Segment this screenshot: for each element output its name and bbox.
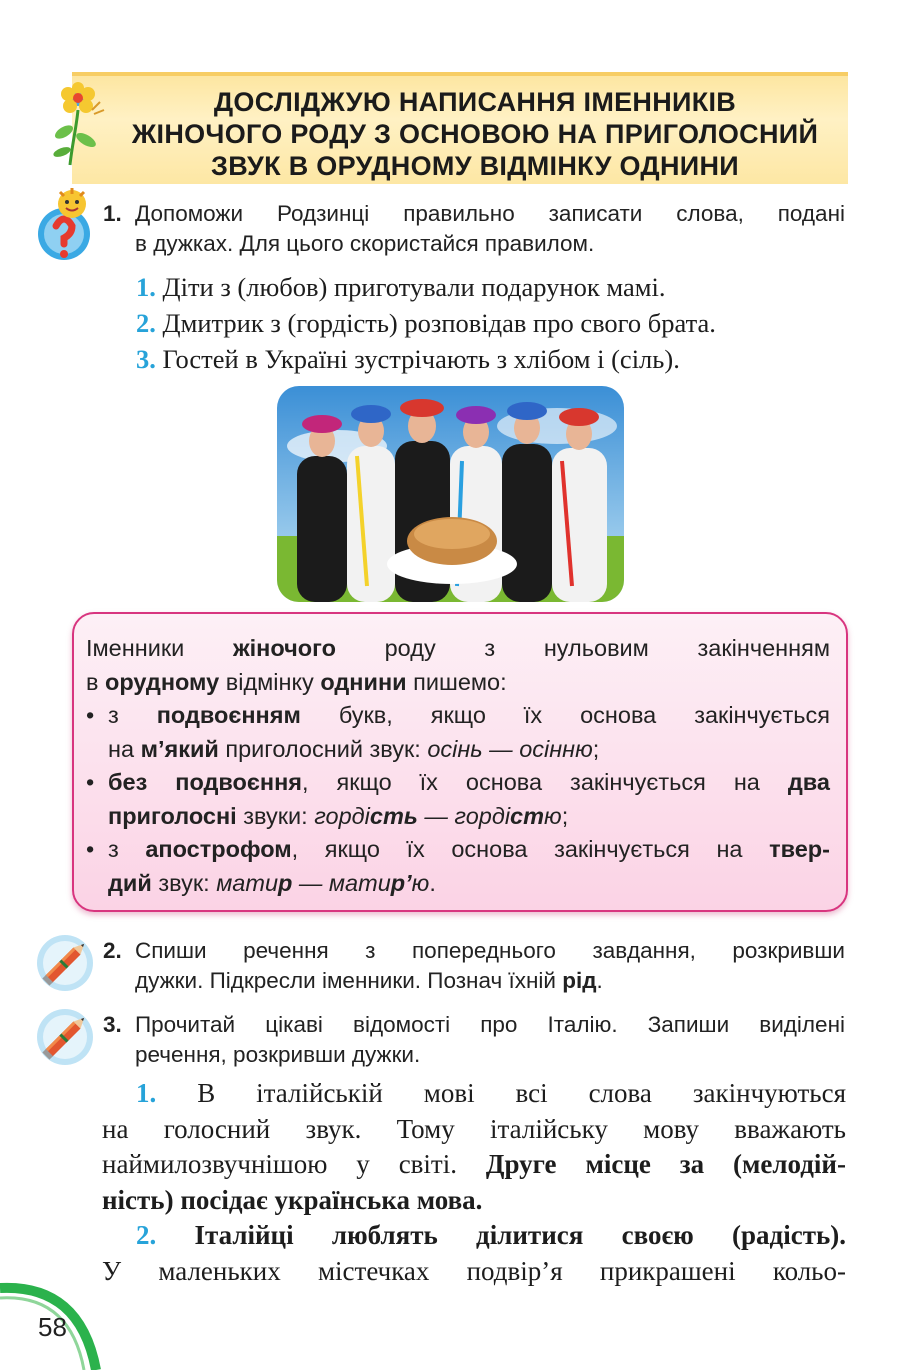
task-text [135,936,845,996]
task-number: 1. [103,201,122,226]
sentence-1 [136,269,665,305]
title-line-3: ЗВУК В ОРУДНОМУ ВІДМІНКУ ОДНИНИ [211,151,739,181]
pencil-icon [34,1006,96,1068]
sentence-text: Діти з (любов) приготували подарунок мамі. [162,272,666,302]
task-line: Допоможи Родзинці правильно записати слова, подані [135,201,845,226]
prose-line: наймилозвучнішою у світі. Друге місце за (мелодій- [102,1149,846,1179]
rule-text [86,632,830,900]
rule-line: дий звук: матир — матир’ю. [108,869,436,896]
task-text [135,199,845,259]
rule-line: на м’який приголосний звук: осінь — осінню; [108,735,600,762]
prose-line: 1. В італійській мові всі слова закінчуються [136,1078,846,1108]
italy-text [102,1076,846,1289]
prose-line: У маленьких містечках подвір’я прикрашені кольо- [102,1255,846,1286]
page-number: 58 [38,1312,67,1342]
task-line: Прочитай цікаві відомості про Італію. Запиши виділені [135,1012,845,1037]
task-line: в дужках. Для цього скористайся правилом. [135,231,595,256]
task-line: Спиши речення з попереднього завдання, розкривши [135,938,845,963]
task-1 [103,199,845,261]
rule-line: в орудному відмінку однини пишемо: [86,668,507,695]
question-mascot-icon [36,186,100,266]
task-line: речення, розкривши дужки. [135,1042,421,1067]
rule-line: приголосні звуки: гордість — гордістю; [108,802,569,829]
task-line: дужки. Підкресли іменники. Познач їхній рід. [135,968,603,993]
task-number: 2. [103,938,122,963]
sentence-text: Дмитрик з (гордість) розповідав про свого брата. [162,308,716,338]
sentence-text: Гостей в Україні зустрічають з хлібом і (сіль). [162,344,680,374]
prose-line: 2. Італійці люблять ділитися своєю (радість). [136,1220,846,1250]
task-text [135,1010,845,1070]
rule-bullet-3: • з апострофом, якщо їх основа закінчується на твер- [86,833,830,867]
pencil-icon [34,932,96,994]
sentence-number: 2. [136,308,156,338]
rule-line: Іменники жіночого роду з нульовим закінченням [86,635,830,661]
page-title [100,86,850,182]
prose-line: на голосний звук. Тому італійську мову вважають [102,1113,846,1144]
photo-women-with-bread [277,386,624,602]
sentence-3 [136,341,680,377]
sentence-number: 3. [136,344,156,374]
title-line-1: ДОСЛІДЖУЮ НАПИСАННЯ ІМЕННИКІВ [213,87,737,117]
title-line-2: ЖІНОЧОГО РОДУ З ОСНОВОЮ НА ПРИГОЛОСНИЙ [131,119,819,149]
sentence-number: 1. [136,272,156,302]
prose-line: ність) посідає українська мова. [102,1184,483,1215]
sentence-2 [136,305,716,341]
rule-bullet-1: • з подвоєнням букв, якщо їх основа закінчується [86,699,830,733]
task-3 [103,1010,845,1072]
rule-bullet-2: • без подвоєння, якщо їх основа закінчується на два [86,766,830,800]
task-2 [103,936,845,998]
task-number: 3. [103,1012,122,1037]
